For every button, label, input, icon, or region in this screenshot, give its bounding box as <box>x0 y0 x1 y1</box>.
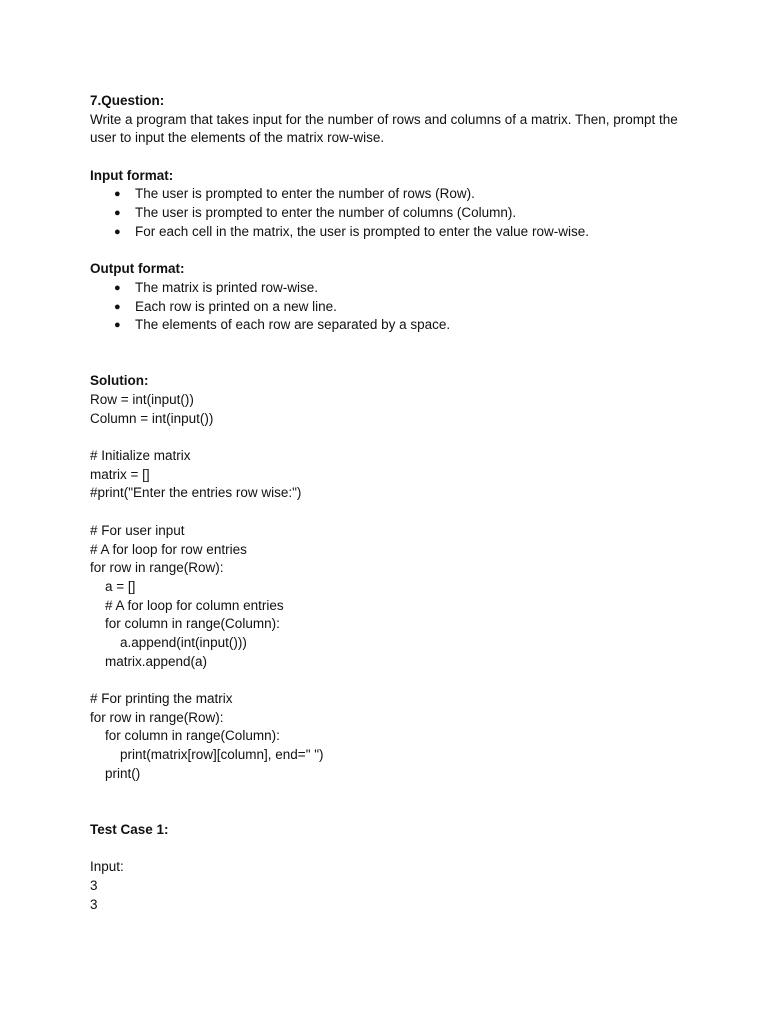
code-line: # Initialize matrix <box>90 448 191 464</box>
code-line: matrix.append(a) <box>105 653 208 669</box>
code-line: for row in range(Row): <box>90 709 224 725</box>
question-heading: 7.Question: <box>90 93 165 108</box>
bullet-icon: ● <box>114 319 121 332</box>
code-line: # For user input <box>90 522 185 538</box>
input-format-list <box>90 185 690 241</box>
test-input-label: Input: <box>90 859 124 875</box>
code-line: print() <box>105 765 141 781</box>
document-page <box>90 92 690 914</box>
bullet-icon: ● <box>114 300 121 313</box>
test-input-value: 3 <box>90 896 98 912</box>
test-case-heading: Test Case 1: <box>90 821 169 837</box>
code-line: Row = int(input()) <box>90 392 194 408</box>
list-item: ● The matrix is printed row-wise. <box>90 279 690 298</box>
list-item: ● For each cell in the matrix, the user is prompted to enter the value row-wise. <box>90 223 690 242</box>
list-item: ● Each row is printed on a new line. <box>90 298 690 317</box>
bullet-icon: ● <box>114 188 121 201</box>
list-item: ● The user is prompted to enter the number of columns (Column). <box>90 204 690 223</box>
bullet-icon: ● <box>114 225 121 238</box>
code-line: Column = int(input()) <box>90 410 214 426</box>
test-input-value: 3 <box>90 877 98 893</box>
code-line <box>90 503 690 522</box>
code-line <box>90 428 690 447</box>
code-line: # A for loop for row entries <box>90 541 247 557</box>
code-line: for column in range(Column): <box>105 728 280 744</box>
question-text: Write a program that takes input for the number of rows and columns of a matrix. Then, prompt the user to input the elements of the matrix row-wise. <box>90 111 678 146</box>
solution-heading: Solution: <box>90 373 149 389</box>
code-line: #print("Enter the entries row wise:") <box>90 485 302 501</box>
solution-code <box>90 391 690 783</box>
code-line <box>90 671 690 690</box>
bullet-icon: ● <box>114 207 121 220</box>
code-line: for row in range(Row): <box>90 560 224 576</box>
output-format-list <box>90 279 690 335</box>
list-item: ● The user is prompted to enter the number of rows (Row). <box>90 185 690 204</box>
code-line: a = [] <box>105 578 136 594</box>
list-item: ● The elements of each row are separated by a space. <box>90 316 690 335</box>
code-line: a.append(int(input())) <box>120 634 247 650</box>
output-format-heading: Output format: <box>90 261 185 277</box>
code-line: matrix = [] <box>90 466 150 482</box>
bullet-icon: ● <box>114 281 121 294</box>
input-format-heading: Input format: <box>90 167 174 183</box>
code-line: for column in range(Column): <box>105 616 280 632</box>
code-line: # A for loop for column entries <box>105 597 284 613</box>
code-line: # For printing the matrix <box>90 691 233 707</box>
code-line: print(matrix[row][column], end=" ") <box>120 747 324 763</box>
